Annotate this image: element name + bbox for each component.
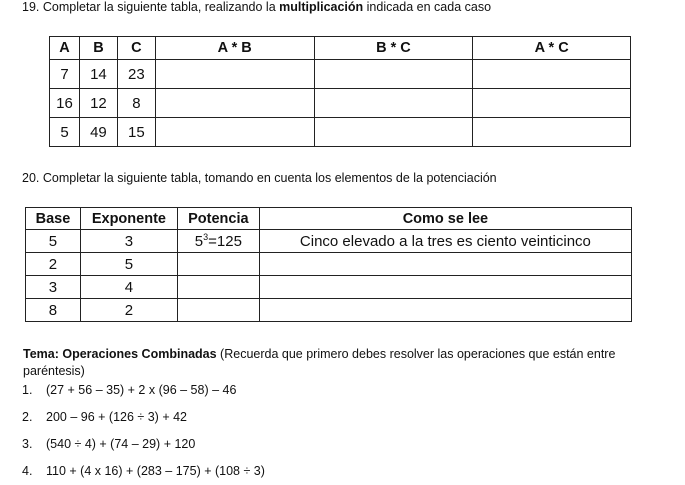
header-exponente: Exponente [80,208,177,230]
list-item [22,437,195,451]
cell-exponente: 2 [80,299,177,322]
header-a-times-c: A * C [473,37,631,60]
item-expression: (27 + 56 – 35) + 2 x (96 – 58) – 46 [46,383,237,397]
question-text: Completar la siguiente tabla, realizando la [42,0,280,14]
answer-cell[interactable] [177,276,259,299]
cell-lectura: Cinco elevado a la tres es ciento veinticinco [259,230,631,253]
cell-base: 3 [26,276,81,299]
item-number: 3. [22,437,33,451]
cell-exponente: 3 [80,230,177,253]
answer-cell[interactable] [155,60,314,89]
answer-cell[interactable] [155,89,314,118]
header-b: B [79,37,117,60]
cell-a: 5 [50,118,80,147]
cell-c: 8 [117,89,155,118]
item-expression: 200 – 96 + (126 ÷ 3) + 42 [46,410,187,424]
item-expression: (540 ÷ 4) + (74 – 29) + 120 [46,437,196,451]
list-item [22,383,236,397]
cell-c: 15 [117,118,155,147]
table-header-row [50,37,631,60]
answer-cell[interactable] [155,118,314,147]
cell-a: 16 [50,89,80,118]
item-number: 1. [22,383,33,397]
table-row [50,89,631,118]
answer-cell[interactable] [473,118,631,147]
list-item [22,410,187,424]
answer-cell[interactable] [473,60,631,89]
cell-potencia [177,230,259,253]
theme-paragraph [23,346,623,380]
answer-cell[interactable] [473,89,631,118]
item-number: 2. [22,410,33,424]
answer-cell[interactable] [177,253,259,276]
table-row [26,276,632,299]
header-potencia: Potencia [177,208,259,230]
cell-base: 2 [26,253,81,276]
table-row [26,299,632,322]
answer-cell[interactable] [259,253,631,276]
cell-exponente: 4 [80,276,177,299]
question-bold-word: multiplicación [279,0,364,14]
list-item [22,464,265,478]
multiplication-table [49,36,631,147]
cell-a: 7 [50,60,80,89]
table-row [50,118,631,147]
power-base: 5 [194,232,204,250]
question-20-title [22,171,497,185]
powers-table [25,207,632,322]
question-19-title [22,0,491,14]
power-result: =125 [208,232,242,250]
question-number: 19. [22,0,40,14]
answer-cell[interactable] [177,299,259,322]
table-row [26,253,632,276]
header-a-times-b: A * B [155,37,314,60]
theme-note: (Recuerda que primero debes resolver las operaciones que están entre paréntesis) [23,347,616,378]
table-row [26,230,632,253]
cell-base: 5 [26,230,81,253]
answer-cell[interactable] [259,299,631,322]
cell-exponente: 5 [80,253,177,276]
table-row [50,60,631,89]
question-text: Completar la siguiente tabla, tomando en cuenta los elementos de la potenciación [42,171,497,185]
header-como-se-lee: Como se lee [259,208,631,230]
header-b-times-c: B * C [314,37,473,60]
header-a: A [50,37,80,60]
header-base: Base [26,208,81,230]
question-number: 20. [22,171,40,185]
cell-b: 14 [79,60,117,89]
cell-c: 23 [117,60,155,89]
answer-cell[interactable] [314,60,473,89]
cell-b: 49 [79,118,117,147]
cell-b: 12 [79,89,117,118]
header-c: C [117,37,155,60]
answer-cell[interactable] [314,89,473,118]
item-number: 4. [22,464,33,478]
question-text: indicada en cada caso [363,0,492,14]
answer-cell[interactable] [259,276,631,299]
item-expression: 110 + (4 x 16) + (283 – 175) + (108 ÷ 3) [46,464,265,478]
answer-cell[interactable] [314,118,473,147]
table-header-row [26,208,632,230]
cell-base: 8 [26,299,81,322]
power-exponent: 3 [203,231,209,242]
theme-label: Tema: Operaciones Combinadas [23,347,217,361]
